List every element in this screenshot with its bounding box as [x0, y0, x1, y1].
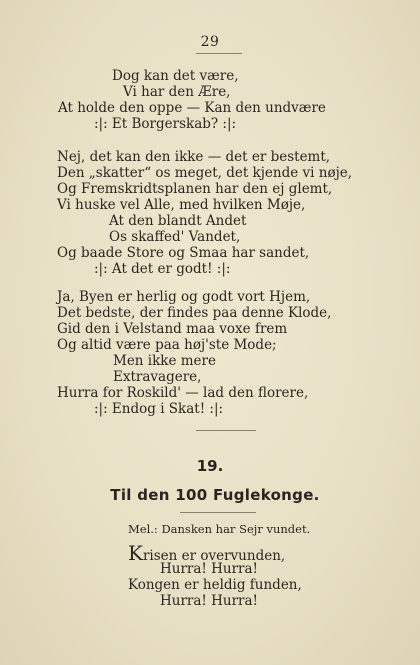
drop-cap: K	[128, 541, 143, 565]
verse-line: Den „skatter“ os meget, det kjende vi nøje,	[57, 165, 353, 181]
verse-line: Men ikke mere	[113, 353, 216, 369]
first-line-rest: risen er overvunden,	[142, 548, 286, 564]
song-number: 19.	[196, 457, 224, 475]
song-title: Til den 100 Fuglekonge.	[110, 486, 320, 504]
verse-line: Hurra for Roskild' — lad den florere,	[57, 385, 309, 401]
verse-line: Dog kan det være,	[112, 68, 239, 84]
verse-line: Og altid være paa høj'ste Mode;	[57, 337, 277, 353]
verse-line: Nej, det kan den ikke — det er bestemt,	[57, 149, 331, 165]
title-rule	[180, 512, 256, 513]
verse-line: Vi huske vel Alle, med hvilken Møje,	[57, 197, 306, 213]
verse-line: :|: Endog i Skat! :|:	[94, 401, 224, 417]
melody-note: Mel.: Dansken har Sejr vundet.	[128, 522, 311, 536]
verse-line: Kongen er heldig funden,	[128, 577, 302, 593]
verse-line: :|: Et Borgerskab? :|:	[94, 116, 237, 132]
verse-line: Hurra! Hurra!	[160, 561, 258, 577]
verse-line: Ja, Byen er herlig og godt vort Hjem,	[57, 289, 311, 305]
section-rule	[196, 430, 256, 431]
verse-line: Og Fremskridtsplanen har den ej glemt,	[57, 181, 333, 197]
verse-line: At holde den oppe — Kan den undvære	[58, 100, 326, 116]
verse-line: Og baade Store og Smaa har sandet,	[57, 245, 310, 261]
top-rule	[196, 53, 242, 54]
verse-line: Vi har den Ære,	[123, 84, 231, 100]
verse-line: Hurra! Hurra!	[160, 593, 258, 609]
verse-line: At den blandt Andet	[109, 213, 247, 229]
verse-line: Extravagere,	[113, 369, 202, 385]
page-number: 29	[200, 34, 220, 50]
verse-line: Gid den i Velstand maa voxe frem	[57, 321, 288, 337]
verse-line: Det bedste, der findes paa denne Klode,	[57, 305, 332, 321]
verse-line: :|: At det er godt! :|:	[94, 261, 231, 277]
verse-line: Os skaffed' Vandet,	[109, 229, 241, 245]
